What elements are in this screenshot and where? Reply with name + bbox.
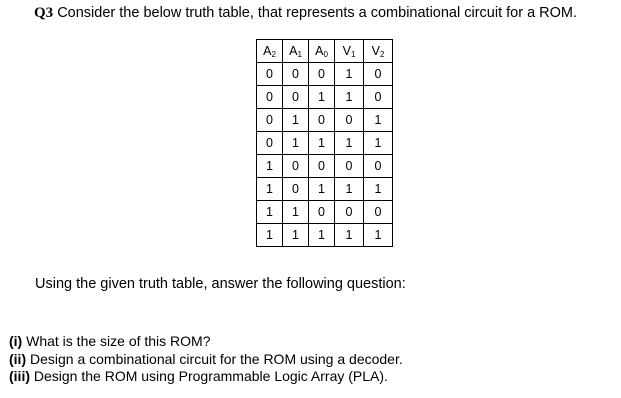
table-cell: 0 (257, 132, 283, 155)
table-cell: 0 (257, 86, 283, 109)
sub-question-label: (ii) (9, 350, 27, 367)
sub-question-3 (9, 368, 403, 386)
truth-table-header-row (257, 40, 393, 63)
table-row (257, 155, 393, 178)
table-cell: 0 (257, 109, 283, 132)
header-v1: $V_1$ (335, 40, 364, 63)
table-row (257, 224, 393, 247)
table-cell: 0 (309, 201, 335, 224)
instruction-text: Using the given truth table, answer the following question: (35, 276, 406, 292)
table-cell: 1 (283, 132, 309, 155)
header-a0: $A_0$ (309, 40, 335, 63)
header-a1: $A_1$ (283, 40, 309, 63)
table-cell: 1 (283, 201, 309, 224)
table-cell: 1 (364, 178, 393, 201)
header-a2: $A_2$ (257, 40, 283, 63)
table-cell: 0 (309, 63, 335, 86)
table-cell: 1 (257, 178, 283, 201)
question-text: Consider the below truth table, that represents a combinational circuit for a ROM. (57, 5, 578, 21)
table-cell: 0 (364, 63, 393, 86)
question-heading (34, 5, 577, 22)
table-cell: 1 (335, 224, 364, 247)
table-cell: 1 (283, 224, 309, 247)
question-number: Q3 (34, 5, 54, 21)
sub-question-2 (9, 351, 403, 369)
table-row (257, 86, 393, 109)
sub-question-1 (9, 333, 403, 351)
table-cell: 1 (257, 155, 283, 178)
table-cell: 0 (283, 63, 309, 86)
table-cell: 0 (283, 178, 309, 201)
sub-question-text: Design a combinational circuit for the ROM using a decoder. (30, 350, 403, 367)
sub-question-label: (iii) (9, 368, 30, 384)
table-cell: 1 (335, 86, 364, 109)
table-cell: 0 (335, 201, 364, 224)
table-cell: 1 (364, 224, 393, 247)
sub-question-list (9, 333, 403, 386)
table-cell: 0 (364, 201, 393, 224)
table-cell: 1 (309, 178, 335, 201)
table-row (257, 109, 393, 132)
table-cell: 1 (257, 201, 283, 224)
sub-question-label: (i) (9, 333, 23, 349)
table-row (257, 63, 393, 86)
table-cell: 0 (335, 109, 364, 132)
table-cell: 0 (309, 109, 335, 132)
sub-question-text: What is the size of this ROM? (26, 333, 211, 349)
table-cell: 1 (309, 132, 335, 155)
table-cell: 0 (283, 86, 309, 109)
table-cell: 1 (364, 109, 393, 132)
table-row (257, 178, 393, 201)
table-cell: 1 (283, 109, 309, 132)
table-cell: 0 (364, 86, 393, 109)
table-cell: 1 (309, 86, 335, 109)
table-cell: 1 (257, 224, 283, 247)
table-cell: 1 (335, 132, 364, 155)
table-cell: 0 (364, 155, 393, 178)
table-cell: 0 (257, 63, 283, 86)
table-cell: 1 (335, 178, 364, 201)
table-cell: 1 (309, 224, 335, 247)
table-cell: 1 (364, 132, 393, 155)
truth-table (256, 39, 393, 247)
table-cell: 0 (283, 155, 309, 178)
table-cell: 1 (335, 63, 364, 86)
sub-question-text: Design the ROM using Programmable Logic Array (PLA). (33, 368, 388, 384)
table-cell: 0 (309, 155, 335, 178)
header-v2: $V_2$ (364, 40, 393, 63)
table-cell: 0 (335, 155, 364, 178)
table-row (257, 132, 393, 155)
table-row (257, 201, 393, 224)
